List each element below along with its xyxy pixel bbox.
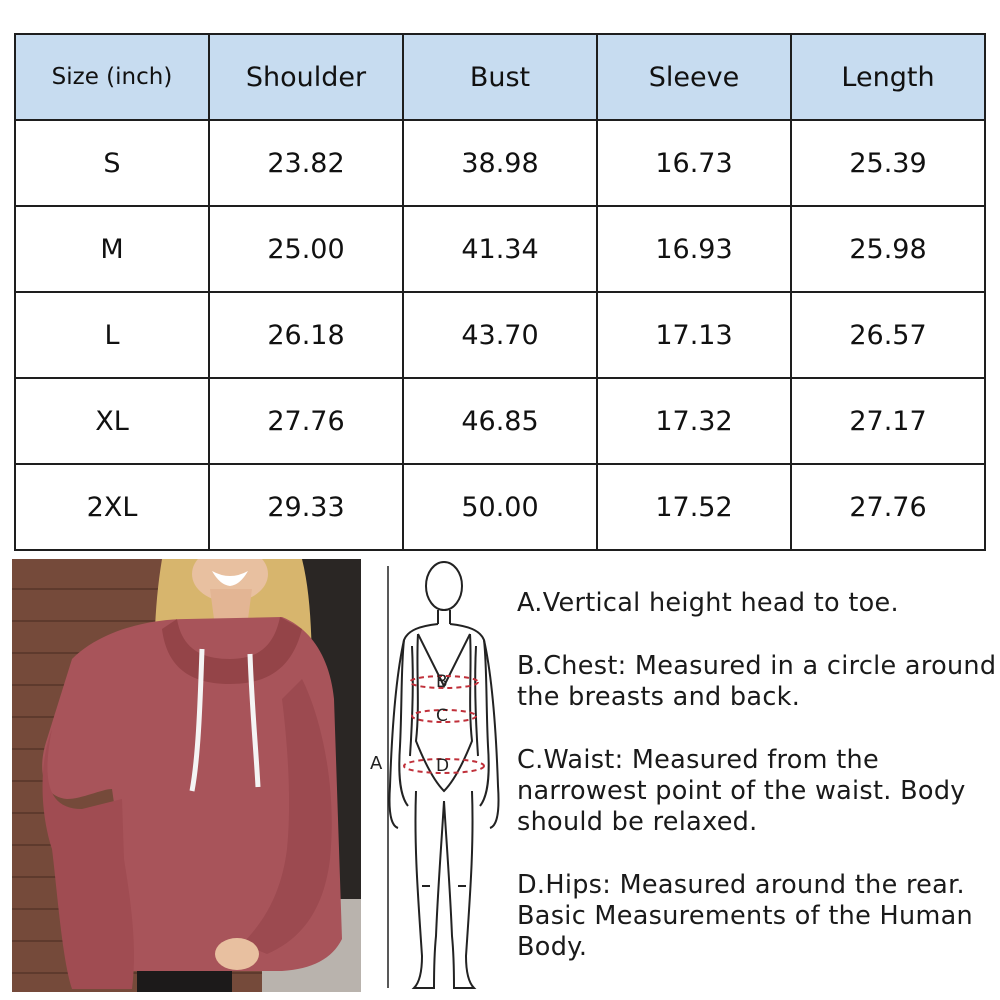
figure-label-b: B	[436, 672, 448, 692]
table-cell: 16.93	[597, 206, 791, 292]
figure-label-d: D	[436, 756, 450, 776]
table-row	[15, 292, 985, 378]
table-cell: 25.00	[209, 206, 403, 292]
human-body-outline-icon	[368, 556, 500, 996]
table-cell: L	[15, 292, 209, 378]
size-chart-header-row	[15, 34, 985, 120]
body-measurement-diagram	[368, 556, 500, 996]
header-length: Length	[791, 34, 985, 120]
table-row	[15, 464, 985, 550]
model-wearing-hoodie-image	[12, 559, 361, 992]
table-row	[15, 206, 985, 292]
table-cell: M	[15, 206, 209, 292]
instruction-c: C.Waist: Measured from the narrowest point of the waist. Body should be relaxed.	[517, 745, 966, 837]
table-cell: 27.17	[791, 378, 985, 464]
table-cell: 23.82	[209, 120, 403, 206]
product-photo	[12, 559, 361, 992]
table-cell: 17.13	[597, 292, 791, 378]
table-row	[15, 378, 985, 464]
table-cell: 17.52	[597, 464, 791, 550]
table-cell: 38.98	[403, 120, 597, 206]
table-cell: 25.98	[791, 206, 985, 292]
table-cell: 2XL	[15, 464, 209, 550]
size-chart-table	[14, 33, 986, 551]
table-row	[15, 120, 985, 206]
table-cell: 27.76	[209, 378, 403, 464]
header-size: Size (inch)	[15, 34, 209, 120]
instruction-a: A.Vertical height head to toe.	[517, 588, 899, 618]
table-cell: 46.85	[403, 378, 597, 464]
measurement-instructions	[517, 588, 997, 995]
table-cell: 26.57	[791, 292, 985, 378]
instruction-d: D.Hips: Measured around the rear. Basic Measurements of the Human Body.	[517, 870, 973, 962]
table-cell: 17.32	[597, 378, 791, 464]
table-cell: S	[15, 120, 209, 206]
table-cell: 43.70	[403, 292, 597, 378]
table-cell: 29.33	[209, 464, 403, 550]
table-cell: 41.34	[403, 206, 597, 292]
table-cell: 16.73	[597, 120, 791, 206]
header-shoulder: Shoulder	[209, 34, 403, 120]
table-cell: 26.18	[209, 292, 403, 378]
figure-label-c: C	[436, 706, 448, 726]
table-cell: XL	[15, 378, 209, 464]
table-cell: 50.00	[403, 464, 597, 550]
table-cell: 25.39	[791, 120, 985, 206]
instruction-b: B.Chest: Measured in a circle around the breasts and back.	[517, 651, 997, 712]
header-bust: Bust	[403, 34, 597, 120]
figure-label-a: A	[370, 753, 383, 774]
header-sleeve: Sleeve	[597, 34, 791, 120]
table-cell: 27.76	[791, 464, 985, 550]
